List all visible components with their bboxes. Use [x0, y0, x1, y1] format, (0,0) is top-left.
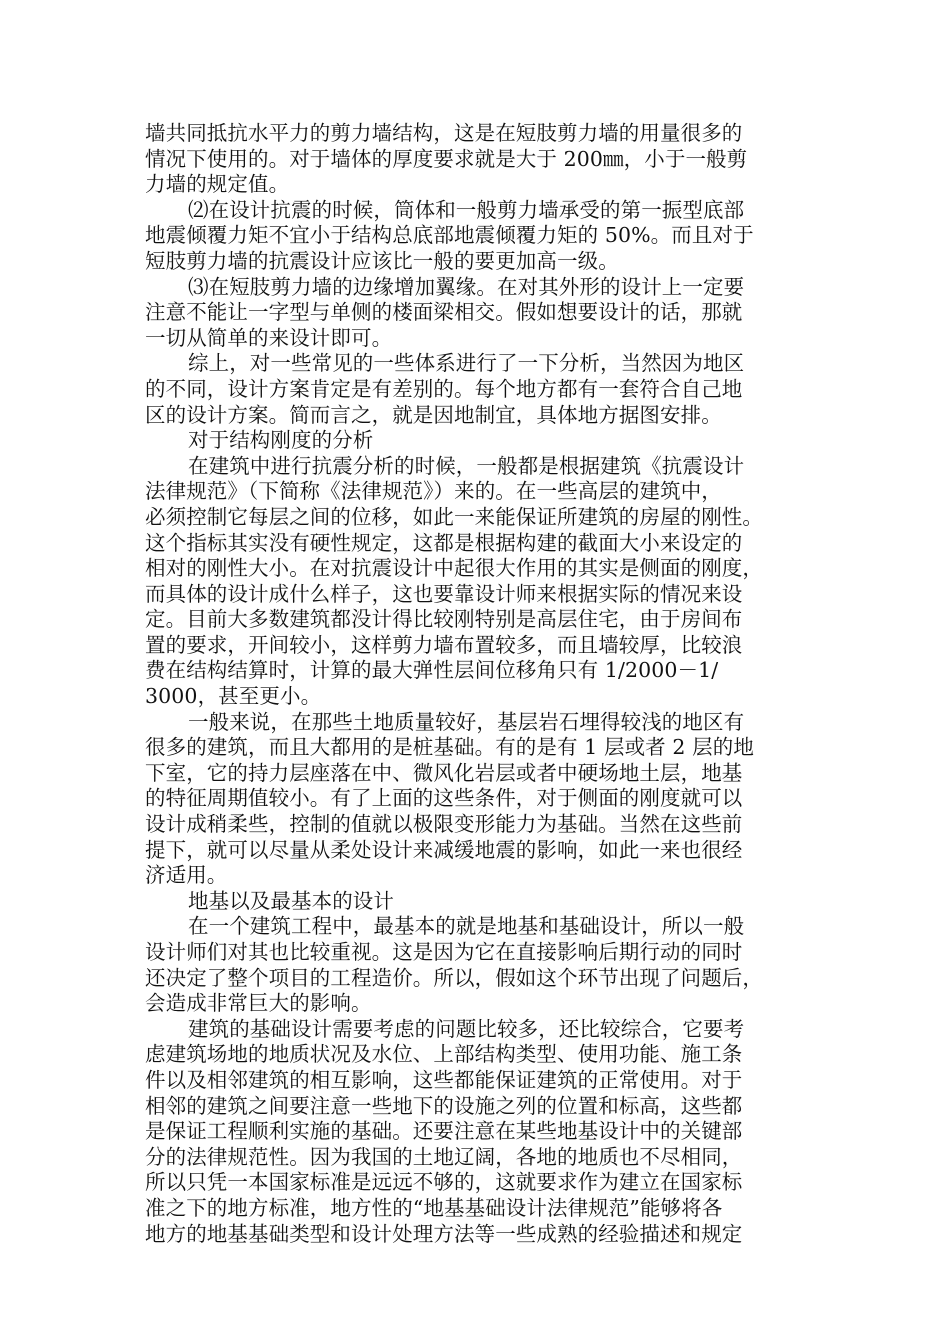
text-line: 墙共同抵抗水平力的剪力墙结构，这是在短肢剪力墙的用量很多的 [145, 121, 743, 145]
text-line: ⑵在设计抗震的时候，筒体和一般剪力墙承受的第一振型底部 [188, 197, 745, 222]
text-line: 是保证工程顺利实施的基础。还要注意在某些地基设计中的关键部 [145, 1119, 743, 1144]
text-line: 对于结构刚度的分析 [188, 428, 374, 453]
text-line: 费在结构结算时，计算的最大弹性层间位移角只有 1/2000－1/ [145, 658, 719, 683]
text-line: 建筑的基础设计需要考虑的问题比较多，还比较综合，它要考 [188, 1016, 745, 1041]
text-line: 必须控制它每层之间的位移，如此一来能保证所建筑的房屋的刚性。 [145, 504, 763, 529]
text-line: 法律规范》（下简称《法律规范》）来的。在一些高层的建筑中， [145, 479, 722, 504]
text-line: 情况下使用的。对于墙体的厚度要求就是大于 200㎜，小于一般剪 [145, 146, 748, 171]
text-line: 在建筑中进行抗震分析的时候，一般都是根据建筑《抗震设计 [188, 453, 745, 478]
text-line: 还决定了整个项目的工程造价。所以，假如这个环节出现了问题后， [145, 965, 763, 990]
text-line: 的特征周期值较小。有了上面的这些条件，对于侧面的刚度就可以 [145, 786, 743, 811]
text-line: 综上，对一些常见的一些体系进行了一下分析，当然因为地区 [188, 351, 745, 376]
document-body-text [145, 121, 805, 1247]
text-line: 的不同，设计方案肯定是有差别的。每个地方都有一套符合自己地 [145, 376, 743, 401]
text-line: 地震倾覆力矩不宜小于结构总底部地震倾覆力矩的 50%。而且对于 [145, 223, 754, 248]
text-line: 很多的建筑，而且大都用的是桩基础。有的是有 1 层或者 2 层的地 [145, 735, 754, 760]
text-line: 3000，甚至更小。 [145, 684, 322, 709]
text-line: 件以及相邻建筑的相互影响，这些都能保证建筑的正常使用。对于 [145, 1067, 743, 1092]
text-line: 这个指标其实没有硬性规定，这都是根据构建的截面大小来设定的 [145, 530, 743, 555]
text-line: 在一个建筑工程中，最基本的就是地基和基础设计，所以一般 [188, 914, 745, 939]
text-line: 分的法律规范性。因为我国的土地辽阔，各地的地质也不尽相同， [145, 1144, 743, 1169]
text-line: 虑建筑场地的地质状况及水位、上部结构类型、使用功能、施工条 [145, 1042, 743, 1067]
text-line: 会造成非常巨大的影响。 [145, 991, 372, 1016]
text-line: 置的要求，开间较小，这样剪力墙布置较多，而且墙较厚，比较浪 [145, 632, 743, 657]
text-line: 短肢剪力墙的抗震设计应该比一般的要更加高一级。 [145, 248, 619, 273]
text-line: 定。目前大多数建筑都没计得比较刚特别是高层住宅，由于房间布 [145, 607, 743, 632]
text-line: 地方的地基基础类型和设计处理方法等一些成熟的经验描述和规定 [145, 1221, 743, 1246]
text-line: 济适用。 [145, 863, 228, 888]
text-line: 一般来说，在那些土地质量较好，基层岩石埋得较浅的地区有 [188, 709, 745, 734]
text-line: 力墙的规定值。 [145, 172, 290, 197]
text-line: 区的设计方案。简而言之，就是因地制宜，具体地方据图安排。 [145, 402, 722, 427]
text-line: 提下，就可以尽量从柔处设计来减缓地震的影响，如此一来也很经 [145, 837, 743, 862]
text-line: 准之下的地方标准，地方性的“地基基础设计法律规范”能够将各 [145, 1195, 723, 1220]
text-line: 相邻的建筑之间要注意一些地下的设施之列的位置和标高，这些都 [145, 1093, 743, 1118]
text-line: 一切从简单的来设计即可。 [145, 325, 393, 350]
text-line: 相对的刚性大小。在对抗震设计中起很大作用的其实是侧面的刚度， [145, 556, 763, 581]
text-line: 地基以及最基本的设计 [188, 888, 394, 913]
text-line: ⑶在短肢剪力墙的边缘增加翼缘。在对其外形的设计上一定要 [188, 274, 745, 299]
text-line: 而具体的设计成什么样子，这也要靠设计师来根据实际的情况来设 [145, 581, 743, 606]
text-line: 下室，它的持力层座落在中、微风化岩层或者中硬场地土层，地基 [145, 760, 743, 785]
text-line: 设计师们对其也比较重视。这是因为它在直接影响后期行动的同时 [145, 940, 743, 964]
text-line: 所以只凭一本国家标准是远远不够的，这就要求作为建立在国家标 [145, 1170, 743, 1195]
text-line: 注意不能让一字型与单侧的楼面梁相交。假如想要设计的话，那就 [145, 300, 743, 325]
text-line: 设计成稍柔些，控制的值就以极限变形能力为基础。当然在这些前 [145, 812, 743, 837]
